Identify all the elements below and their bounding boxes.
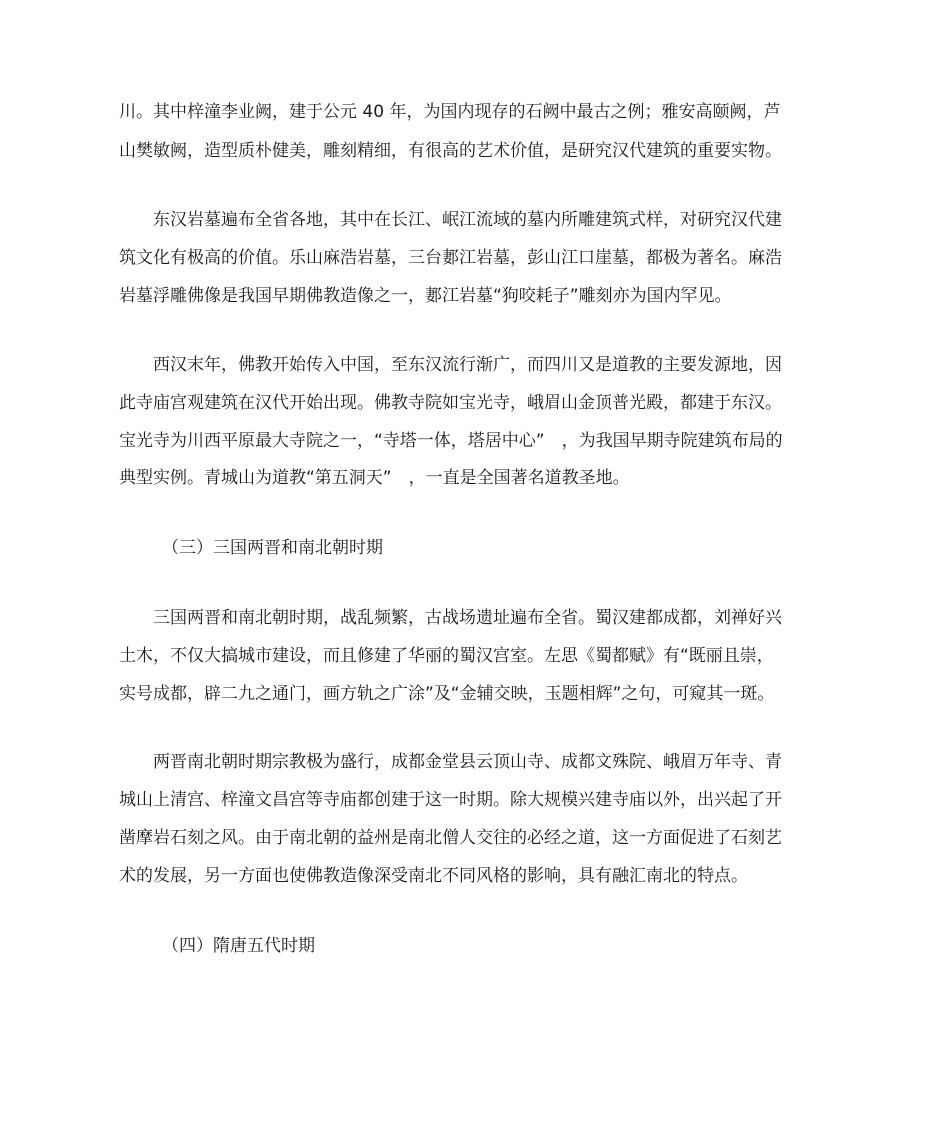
paragraph-5-line-4: 术的发展，另一方面也使佛教造像深受南北不同风格的影响，具有融汇南北的特点。 xyxy=(119,866,748,886)
paragraph-2-line-2: 筑文化有极高的价值。乐山麻浩岩墓，三台郪江岩墓，彭山江口崖墓，都极为著名。麻浩 xyxy=(119,248,782,268)
section-heading-4: （四）隋唐五代时期 xyxy=(162,936,315,956)
paragraph-5-line-2: 城山上清宫、梓潼文昌宫等寺庙都创建于这一时期。除大规模兴建寺庙以外，出兴起了开 xyxy=(119,790,782,810)
paragraph-5-line-3: 凿摩岩石刻之风。由于南北朝的益州是南北僧人交往的必经之道，这一方面促进了石刻艺 xyxy=(119,828,782,848)
section-heading-3: （三）三国两晋和南北朝时期 xyxy=(162,538,383,558)
paragraph-5-line-1: 两晋南北朝时期宗教极为盛行，成都金堂县云顶山寺、成都文殊院、峨眉万年寺、青 xyxy=(119,752,782,772)
paragraph-4-line-2: 土木，不仅大搞城市建设，而且修建了华丽的蜀汉宫室。左思《蜀都赋》有“既丽且崇， xyxy=(119,646,774,666)
paragraph-3-line-4: 典型实例。青城山为道教“第五洞天” ，一直是全国著名道教圣地。 xyxy=(119,468,630,488)
paragraph-1-line-1: 川。其中梓潼李业阙，建于公元 40 年，为国内现存的石阙中最古之例；雅安高颐阙，芦 xyxy=(119,102,781,122)
paragraph-1-line-2: 山樊敏阙，造型质朴健美，雕刻精细，有很高的艺术价值，是研究汉代建筑的重要实物。 xyxy=(119,141,782,161)
paragraph-4-line-3: 实号成都，辟二九之通门，画方轨之广涂”及“金辅交映，玉题相辉”之句，可窥其一斑。 xyxy=(119,684,775,704)
paragraph-3-line-2: 此寺庙宫观建筑在汉代开始出现。佛教寺院如宝光寺，峨眉山金顶普光殿，都建于东汉。 xyxy=(119,393,782,413)
paragraph-2-line-1: 东汉岩墓遍布全省各地，其中在长江、岷江流域的墓内所雕建筑式样，对研究汉代建 xyxy=(119,210,782,230)
paragraph-2-line-3: 岩墓浮雕佛像是我国早期佛教造像之一，郪江岩墓“狗咬耗子”雕刻亦为国内罕见。 xyxy=(119,286,732,306)
paragraph-3-line-3: 宝光寺为川西平原最大寺院之一，“寺塔一体，塔居中心” ，为我国早期寺院建筑布局的 xyxy=(119,431,783,451)
paragraph-4-line-1: 三国两晋和南北朝时期，战乱频繁，古战场遗址遍布全省。蜀汉建都成都，刘禅好兴 xyxy=(119,608,782,628)
paragraph-3-line-1: 西汉末年，佛教开始传入中国，至东汉流行渐广，而四川又是道教的主要发源地，因 xyxy=(119,355,782,375)
